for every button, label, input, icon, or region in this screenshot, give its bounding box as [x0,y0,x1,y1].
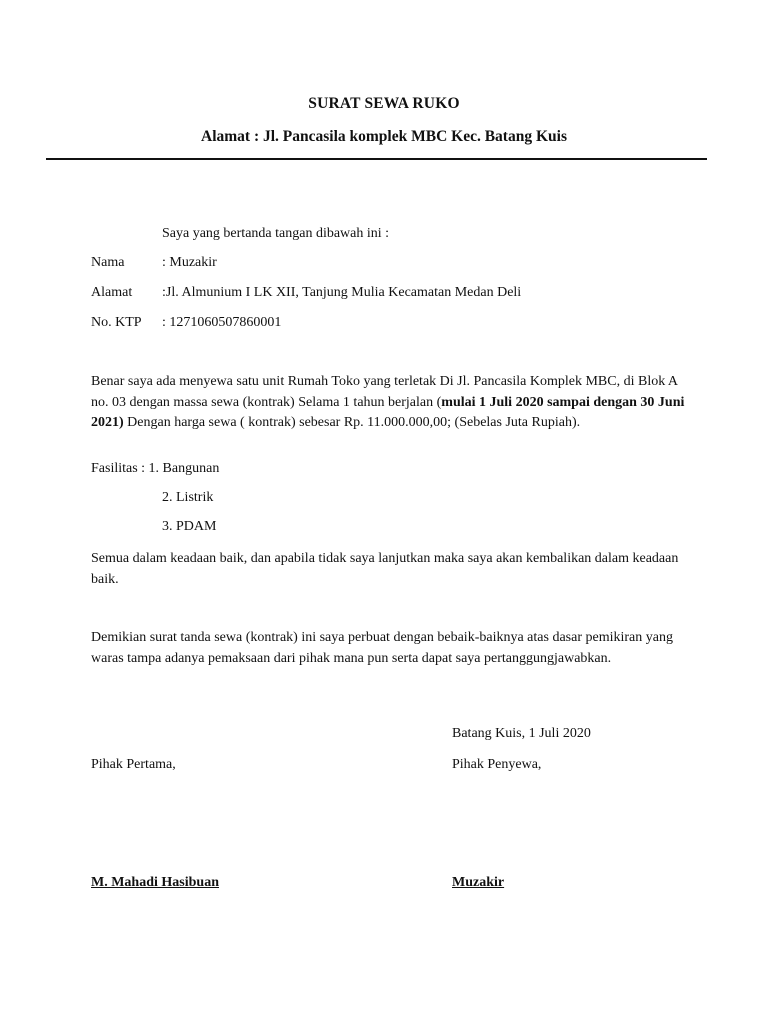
name-label: Nama [91,255,125,270]
document-title: SURAT SEWA RUKO [308,95,460,112]
party1-signatory-name: M. Mahadi Hasibuan [91,875,219,890]
rental-statement-text: Benar saya ada menyewa satu unit Rumah Toko yang terletak Di Jl. Pancasila Komplek MBC, di Blok A no. 03 dengan massa sewa (kontrak) Selama 1 tahun berjalan ( [91,374,678,410]
address-label: Alamat [91,285,133,300]
rental-price-text: Dengan harga sewa ( kontrak) sebesar Rp. 11.000.000,00; (Sebelas Juta Rupiah). [123,415,581,430]
condition-statement: Semua dalam keadaan baik, dan apabila tidak saya lanjutkan maka saya akan kembalikan dalam keadaan baik. [91,551,679,587]
rental-statement [91,372,686,434]
address-value: :Jl. Almunium I LK XII, Tanjung Mulia Kecamatan Medan Deli [162,285,522,300]
rental-period: mulai 1 Juli 2020 sampai dengan 30 Juni 2021) [91,394,685,430]
facility-item: 3. PDAM [162,519,217,534]
facility-item: 2. Listrik [162,490,214,505]
header-divider [46,158,707,160]
facilities-label: Fasilitas : 1. Bangunan [91,461,220,476]
intro-line: Saya yang bertanda tangan dibawah ini : [162,226,390,241]
name-value: : Muzakir [162,255,217,270]
ktp-value: : 1271060507860001 [162,315,282,330]
place-date: Batang Kuis, 1 Juli 2020 [452,726,591,741]
document-address: Alamat : Jl. Pancasila komplek MBC Kec. Batang Kuis [201,128,567,145]
party2-label: Pihak Penyewa, [452,757,542,772]
ktp-label: No. KTP [91,315,142,330]
party2-signatory-name: Muzakir [452,875,505,890]
closing-statement: Demikian surat tanda sewa (kontrak) ini saya perbuat dengan bebaik-baiknya atas dasar pemikiran yang waras tampa adanya pemaksaan dari pihak mana pun serta dapat saya pertanggungjawabkan. [91,630,673,666]
party1-label: Pihak Pertama, [91,757,176,772]
